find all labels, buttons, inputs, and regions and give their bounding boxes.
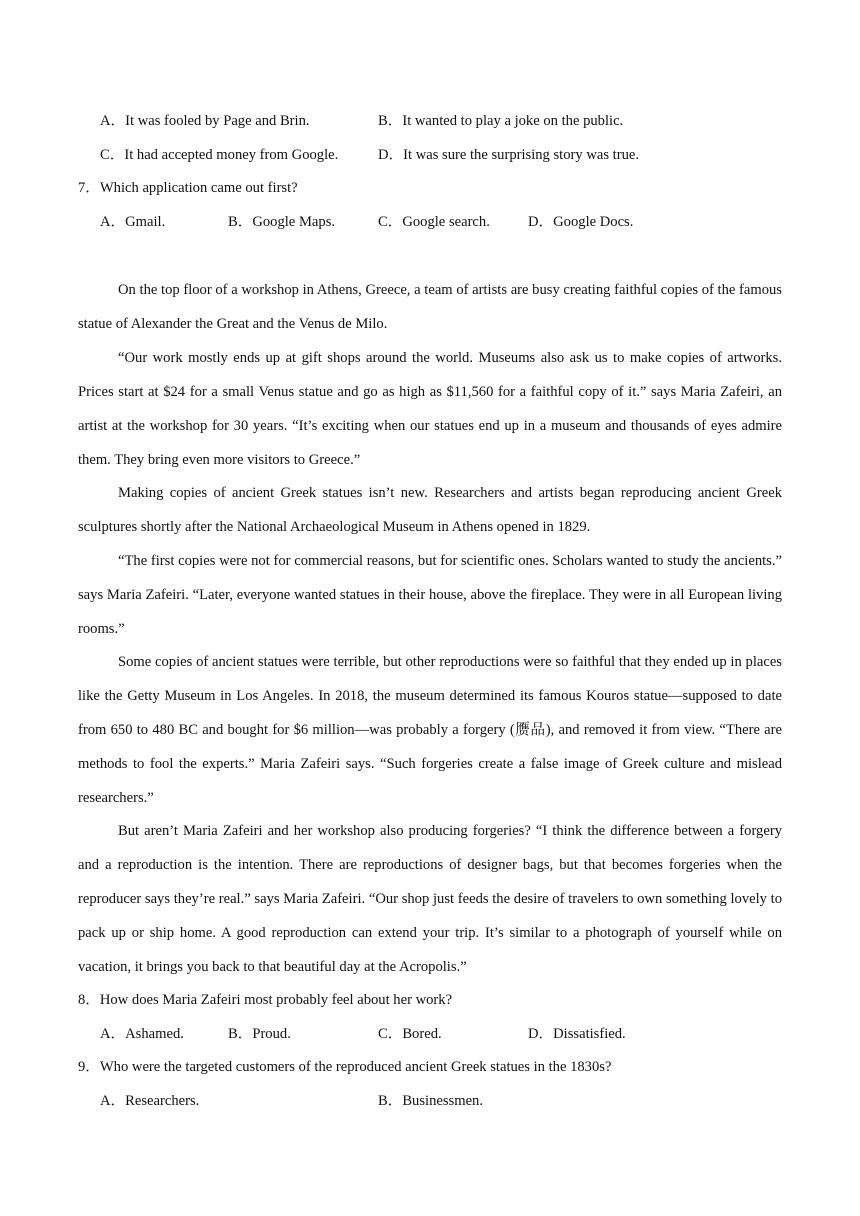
passage-paragraph-2: “Our work mostly ends up at gift shops around the world. Museums also ask us to make copies of artworks. Prices start at $24 for a small Venus statue and go as high as $11,560 for a faithful copy of it.” says Maria Zafeiri, an artist at the workshop for 30 years. “It’s exciting when our statues end up in a museum and thousands of eyes admire them. They bring even more visitors to Greece.” xyxy=(78,350,782,468)
q8-option-d: D．Dissatisfied. xyxy=(528,1026,626,1042)
passage-paragraph-3: Making copies of ancient Greek statues isn’t new. Researchers and artists began reproducing ancient Greek sculptures shortly after the National Archaeological Museum in Athens opened in 1829. xyxy=(78,485,782,535)
passage-paragraph-6: But aren’t Maria Zafeiri and her workshop also producing forgeries? “I think the difference between a forgery and a reproduction is the intention. There are reproductions of designer bags, but that becomes forgeries when the reproducer says they’re real.” says Maria Zafeiri. “Our shop just feeds the desire of travelers to own something lovely to pack up or ship home. A good reproduction can extend your trip. It’s similar to a photograph of yourself while on vacation, it brings you back to that beautiful day at the Acropolis.” xyxy=(78,823,782,975)
q8-option-a: A．Ashamed. xyxy=(100,1026,184,1042)
q7-option-c: C．Google search. xyxy=(378,214,490,230)
passage-paragraph-5: Some copies of ancient statues were terrible, but other reproductions were so faithful that they ended up in places like the Getty Museum in Los Angeles. In 2018, the museum determined its famous Kouros statue—supposed to date from 650 to 480 BC and bought for $6 million—was probably a forgery (赝品), and removed it from view. “There are methods to fool the experts.” Maria Zafeiri says. “Such forgeries create a false image of Greek culture and mislead researchers.” xyxy=(78,654,782,806)
q9-stem: 9．Who were the targeted customers of the reproduced ancient Greek statues in the 1830s? xyxy=(78,1059,612,1075)
q7-stem: 7．Which application came out first? xyxy=(78,180,298,196)
q8-option-b: B．Proud. xyxy=(228,1026,291,1042)
q9-option-b: B．Businessmen. xyxy=(378,1093,483,1109)
passage-paragraph-4: “The first copies were not for commercial reasons, but for scientific ones. Scholars wanted to study the ancients.” says Maria Zafeiri. “Later, everyone wanted statues in their house, above the fireplace. They were in all European living rooms.” xyxy=(78,553,782,637)
q8-stem: 8．How does Maria Zafeiri most probably feel about her work? xyxy=(78,992,453,1008)
q8-option-c: C．Bored. xyxy=(378,1026,442,1042)
q7-option-a: A．Gmail. xyxy=(100,214,166,230)
q6-option-d: D．It was sure the surprising story was true. xyxy=(378,147,640,163)
q6-option-b: B．It wanted to play a joke on the public. xyxy=(378,113,624,129)
q7-option-d: D．Google Docs. xyxy=(528,214,634,230)
passage-paragraph-1: On the top floor of a workshop in Athens, Greece, a team of artists are busy creating faithful copies of the famous statue of Alexander the Great and the Venus de Milo. xyxy=(78,282,782,332)
q9-option-a: A．Researchers. xyxy=(100,1093,200,1109)
q6-option-c: C．It had accepted money from Google. xyxy=(100,147,339,163)
q6-option-a: A．It was fooled by Page and Brin. xyxy=(100,113,310,129)
q7-option-b: B．Google Maps. xyxy=(228,214,336,230)
